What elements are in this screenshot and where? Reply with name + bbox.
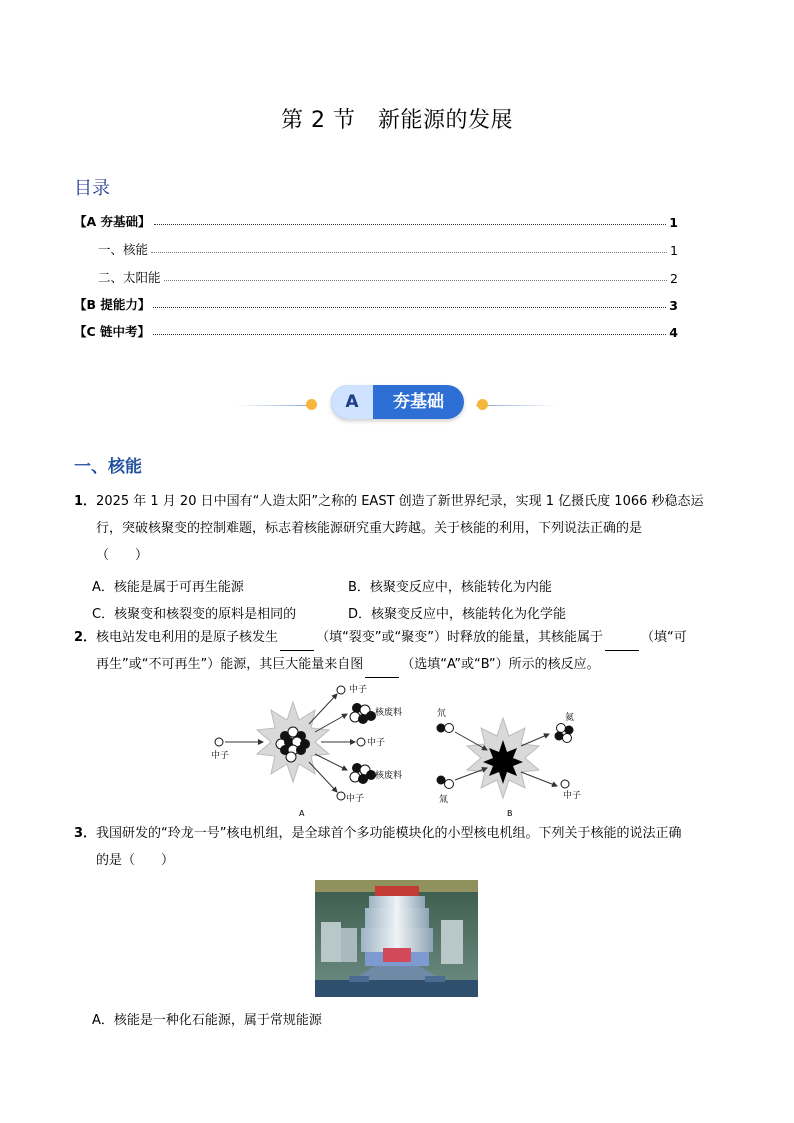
reaction-arrow	[315, 754, 347, 770]
toc-label: 二、太阳能	[98, 270, 161, 285]
question-text: 我国研发的“玲龙一号”核电机组，是全球首个多功能模块化的小型核电机组。下列关于核能的说法正确	[96, 826, 682, 841]
tritium-neutron	[445, 780, 454, 789]
toc-item-a[interactable]	[74, 210, 678, 230]
answer-blank-2[interactable]	[605, 636, 639, 651]
incoming-neutron	[215, 738, 223, 746]
toc-leader	[153, 306, 666, 308]
banner-label: 夯基础	[393, 392, 444, 412]
option-c[interactable]: C．核聚变和核裂变的原料是相同的	[92, 607, 297, 622]
question-number: 1．	[74, 494, 97, 509]
answer-blank-3[interactable]	[365, 663, 399, 678]
toc-leader	[164, 279, 668, 281]
toc-label: 一、核能	[98, 242, 149, 257]
toc-page: 3	[669, 298, 678, 313]
page-title: 第 2 节 新能源的发展	[281, 108, 513, 133]
question-text: 的是（ ）	[96, 853, 175, 868]
question-2	[74, 624, 734, 678]
option-b[interactable]: B．核聚变反应中，核能转化为内能	[348, 580, 552, 595]
question-3	[74, 820, 734, 874]
fission-fragment	[350, 703, 376, 724]
helium-nucleus	[555, 724, 574, 743]
question-number: 2．	[74, 630, 97, 645]
reactor-photo	[315, 880, 478, 997]
reaction-arrow	[309, 762, 337, 792]
diagram-label: 中子	[346, 794, 365, 804]
diagram-label: 中子	[349, 685, 368, 695]
question-text: （填“裂变”或“聚变”）时释放的能量，其核能属于	[316, 630, 604, 645]
banner-letter: A	[331, 385, 373, 419]
banner-line-left	[236, 405, 316, 406]
question-1	[74, 488, 724, 569]
reaction-arrow	[315, 714, 347, 732]
diagram-caption: B	[507, 809, 513, 818]
fission-fragment	[350, 763, 376, 784]
toc-item-nuclear[interactable]	[98, 238, 678, 258]
option-d[interactable]: D．核聚变反应中，核能转化为化学能	[348, 607, 567, 622]
toc-item-solar[interactable]	[98, 266, 678, 286]
reaction-arrow	[309, 694, 337, 724]
option-a[interactable]: A．核能是属于可再生能源	[92, 580, 244, 595]
toc-label: 【A 夯基础】	[74, 214, 151, 229]
question-text: 再生”或“不可再生”）能源，其巨大能量来自图	[96, 657, 364, 672]
toc-page: 1	[670, 243, 678, 258]
question-text: （填“可	[641, 630, 687, 645]
outgoing-neutron	[357, 738, 365, 746]
deuterium-neutron	[445, 724, 454, 733]
banner-dot-right	[477, 399, 488, 410]
section-title-nuclear: 一、核能	[74, 457, 142, 477]
toc-label: 【C 链中考】	[74, 324, 151, 339]
fission-diagram	[211, 683, 402, 818]
toc-leader	[153, 333, 666, 335]
diagram-label: 氚	[439, 795, 449, 805]
diagram-label: 中子	[211, 751, 230, 761]
outgoing-neutron	[561, 780, 569, 788]
toc-item-b[interactable]	[74, 293, 678, 313]
diagram-label: 氘	[437, 709, 447, 719]
toc-leader	[154, 223, 667, 225]
diagram-label: 中子	[563, 791, 582, 801]
toc-heading: 目录	[74, 178, 110, 199]
banner-dot-left	[306, 399, 317, 410]
toc-page: 1	[669, 215, 678, 230]
reaction-arrow	[521, 772, 557, 786]
diagram-label: 中子	[367, 738, 386, 748]
toc-label: 【B 提能力】	[74, 297, 151, 312]
banner-pill	[331, 385, 464, 419]
question-text: 2025 年 1 月 20 日中国有“人造太阳”之称的 EAST 创造了新世界纪录，实现 1 亿摄氏度 1066 秒稳态运	[96, 494, 704, 509]
answer-blank-1[interactable]	[280, 636, 314, 651]
question-text: 行，突破核聚变的控制难题，标志着核能源研究重大跨越。关于核能的利用，下列说法正确的是	[96, 521, 643, 536]
toc-page: 4	[669, 325, 678, 340]
question-number: 3．	[74, 826, 97, 841]
question-text: （选填“A”或“B”）所示的核反应。	[401, 657, 600, 672]
outgoing-neutron	[337, 686, 345, 694]
answer-paren: （ ）	[96, 548, 149, 563]
nuclear-reaction-diagram	[205, 680, 595, 820]
banner-line-right	[476, 405, 556, 406]
diagram-label: 核废料	[375, 708, 403, 718]
toc-item-c[interactable]	[74, 320, 678, 340]
diagram-label: 核废料	[375, 771, 403, 781]
reaction-arrow	[521, 734, 549, 746]
outgoing-neutron	[337, 792, 345, 800]
option-a[interactable]: A．核能是一种化石能源，属于常规能源	[92, 1013, 322, 1028]
toc-page: 2	[670, 271, 678, 286]
fusion-diagram	[437, 707, 582, 818]
diagram-label: 氦	[565, 713, 575, 723]
toc-leader	[151, 251, 667, 253]
diagram-caption: A	[299, 809, 305, 818]
section-banner	[228, 380, 564, 426]
question-text: 核电站发电利用的是原子核发生	[96, 630, 279, 645]
